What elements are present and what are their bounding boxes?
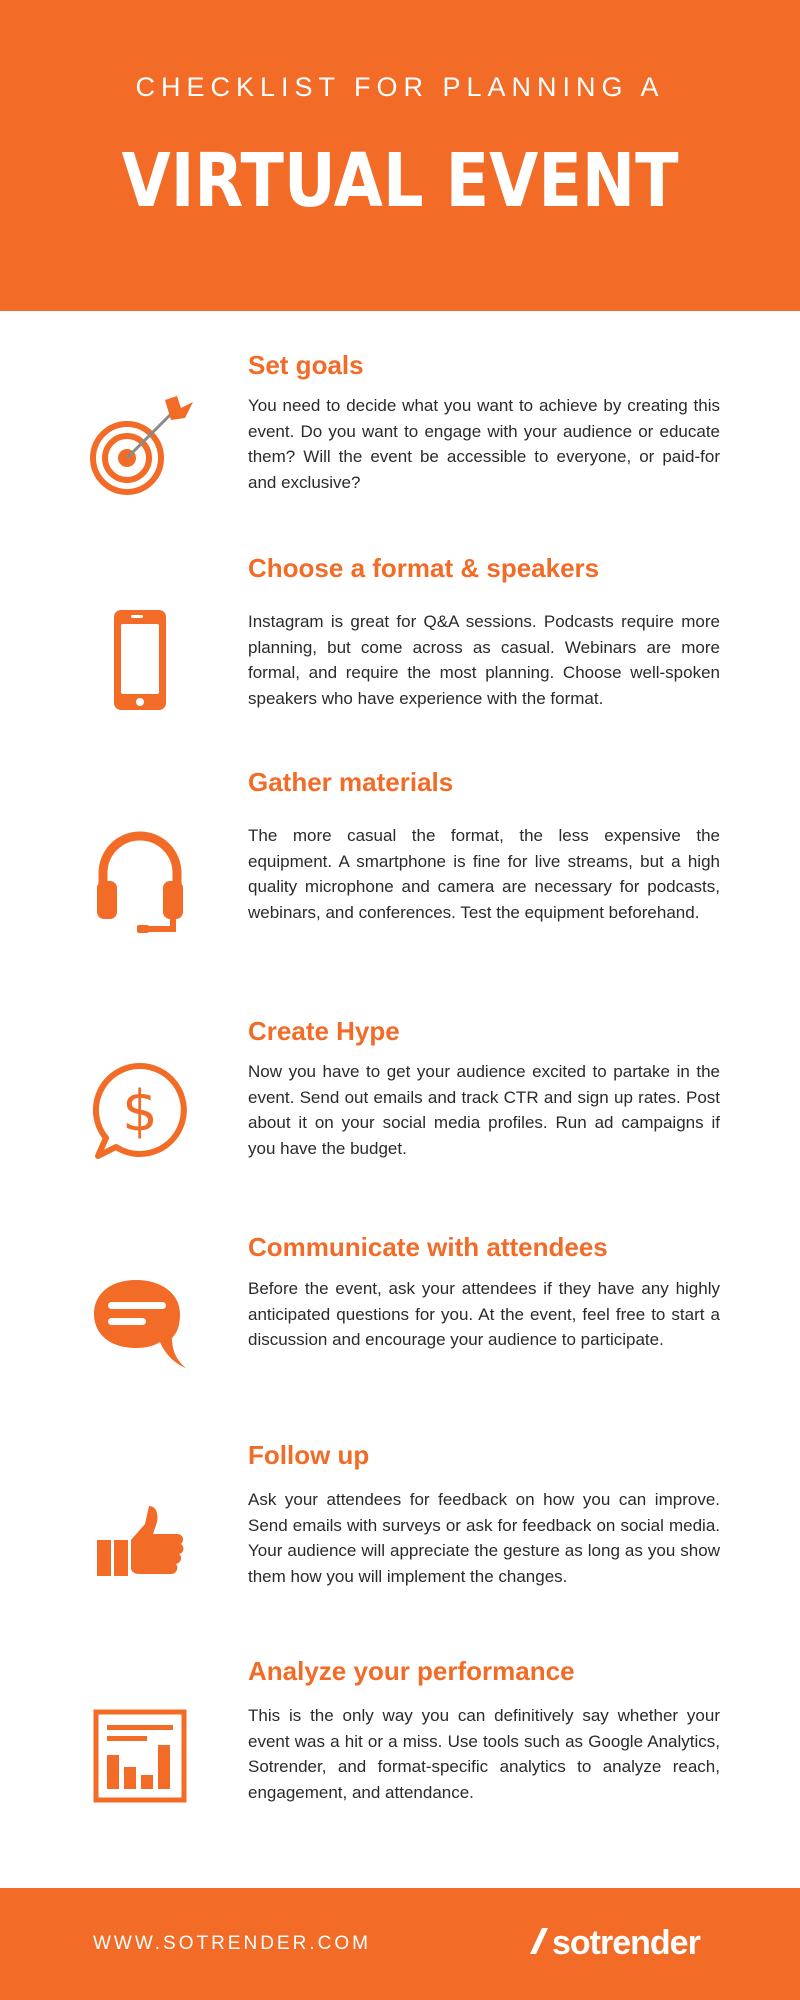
sotrender-logo [528, 1918, 700, 1968]
item-description: This is the only way you can definitively say whether your event was a hit or a miss. Use tools such as Google Analytics, Sotrender, and format-specific analytics to analyze reach, engagement, and attendance. [248, 1706, 720, 1802]
item-title: Communicate with attendees [248, 1232, 608, 1262]
item-title: Analyze your performance [248, 1656, 575, 1686]
footer-website-link[interactable]: WWW.SOTRENDER.COM [93, 1933, 371, 1954]
headset-icon [80, 827, 200, 935]
item-title: Follow up [248, 1440, 370, 1470]
item-description: Instagram is great for Q&A sessions. Podcasts require more planning, but come across as casual. Webinars are more formal, and require the most planning. Choose well-spoken speakers who have experience with the format. [248, 612, 720, 708]
target-icon [80, 390, 200, 500]
thumbs-up-icon [80, 1504, 200, 1584]
brand-wordmark: sotrender [552, 1923, 700, 1962]
item-description: Ask your attendees for feedback on how you can improve. Send emails with surveys or ask for feedback on social media. Your audience will appreciate the gesture as long as you show them how you will implement the changes. [248, 1490, 720, 1586]
item-title: Gather materials [248, 767, 454, 797]
header-title: VIRTUAL EVENT [121, 138, 679, 224]
header-banner [0, 0, 800, 311]
item-title: Choose a format & speakers [248, 553, 600, 583]
item-description: Before the event, ask your attendees if they have any highly anticipated questions for you. At the event, feel free to start a discussion and encourage your audience to participate. [248, 1279, 720, 1349]
brand-slash-icon [528, 1926, 550, 1961]
smartphone-icon [80, 608, 200, 712]
header-subtitle: CHECKLIST FOR PLANNING A [135, 72, 665, 102]
item-title: Create Hype [248, 1016, 400, 1046]
item-description: The more casual the format, the less expensive the equipment. A smartphone is fine for live streams, but a high quality microphone and camera are necessary for podcasts, webinars, and conferences. Test the equipment beforehand. [248, 826, 720, 922]
chat-bubble-icon [80, 1276, 200, 1376]
footer-banner [0, 1888, 800, 2000]
item-title: Set goals [248, 350, 364, 380]
svg-text:$: $ [122, 1079, 158, 1144]
analytics-chart-icon [80, 1708, 200, 1804]
dollar-speech-bubble-icon [80, 1060, 200, 1160]
item-description: Now you have to get your audience excited to partake in the event. Send out emails and track CTR and sign up rates. Post about it on your social media profiles. Run ad campaigns if you have the budget. [248, 1062, 720, 1158]
item-description: You need to decide what you want to achieve by creating this event. Do you want to engage with your audience or educate them? Will the event be accessible to everyone, or paid-for and exclusive? [248, 396, 720, 492]
